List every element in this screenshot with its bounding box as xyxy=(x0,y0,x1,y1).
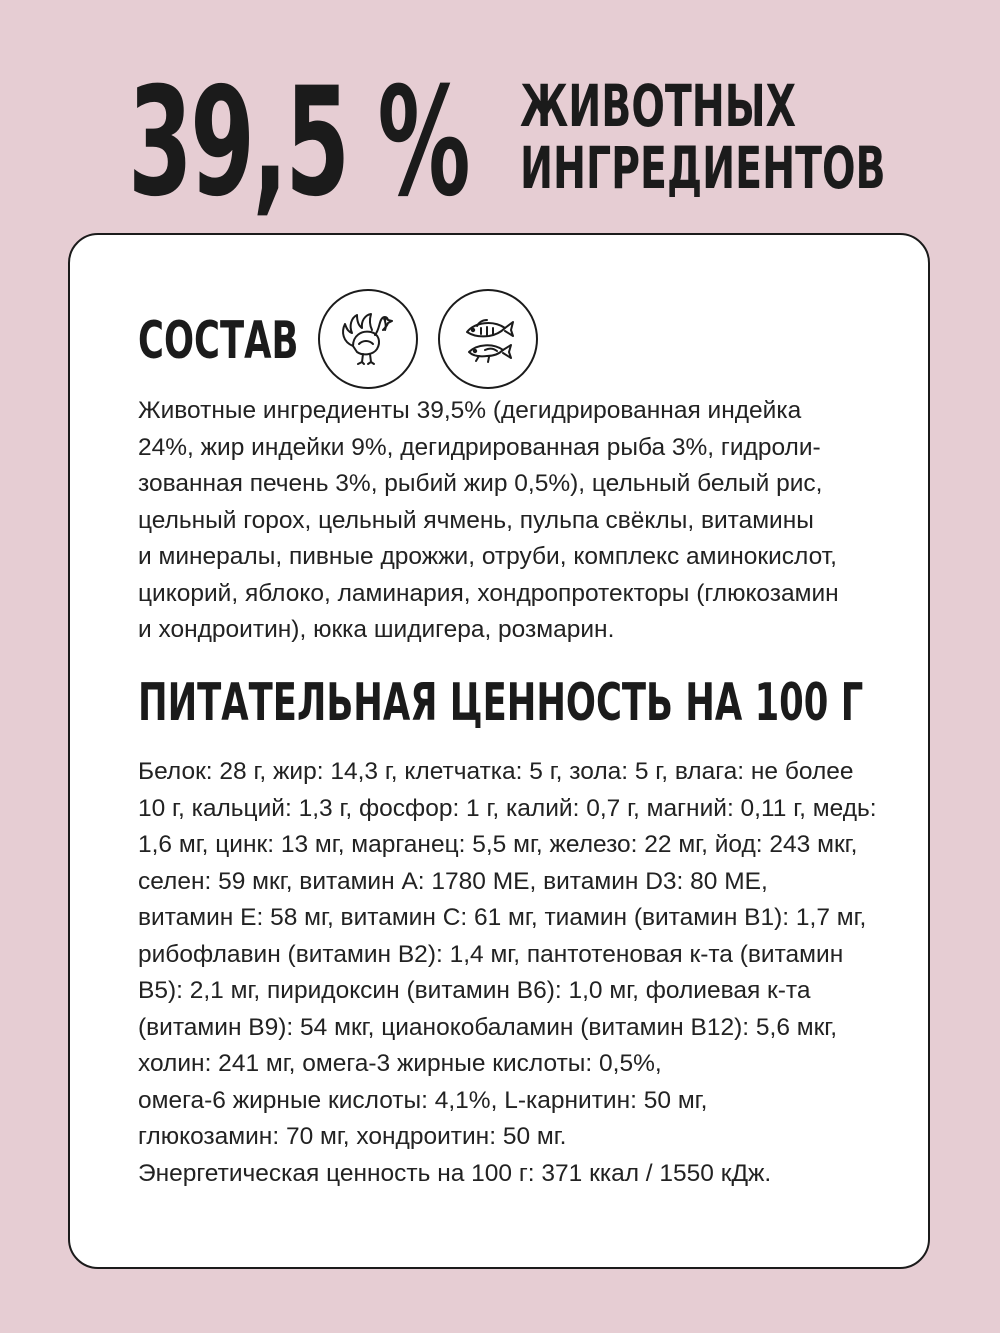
headline xyxy=(128,56,488,230)
nutrition-title: ПИТАТЕЛЬНАЯ ЦЕННОСТЬ НА 100 Г xyxy=(138,673,864,733)
composition-title: СОСТАВ xyxy=(138,311,299,371)
headline-label-line1: ЖИВОТНЫХ xyxy=(520,72,797,140)
headline-label xyxy=(520,72,886,202)
turkey-icon xyxy=(318,289,418,389)
composition-text: Животные ингредиенты 39,5% (дегидрированная индейка 24%, жир индейки 9%, дегидрированная рыба 3%, гидроли- зованная печень 3%, рыбий жир 0,5%), цельный белый рис, цельный горох, цельный ячмень, пульпа свёклы, витамины и минералы, пивные дрожжи, отруби, комплекс аминокислот, цикорий, яблоко, ламинария, хондропротекторы (глюкозамин и хондроитин), юкка шидигера, розмарин. xyxy=(138,397,839,643)
fish-icon xyxy=(438,289,538,389)
info-card xyxy=(68,233,930,1269)
animal-percent: 39,5 % xyxy=(128,56,469,230)
headline-label-line2: ИНГРЕДИЕНТОВ xyxy=(520,134,886,202)
nutrition-text: Белок: 28 г, жир: 14,3 г, клетчатка: 5 г, зола: 5 г, влага: не более 10 г, кальций: 1,3 г, фосфор: 1 г, калий: 0,7 г, магний: 0,11 г, медь: 1,6 мг, цинк: 13 мг, марганец: 5,5 мг, железо: 22 мг, йод: 243 мкг, селен: 59 мкг, витамин А: 1780 МЕ, витамин D3: 80 МЕ, витамин Е: 58 мг, витамин С: 61 мг, тиамин (витамин В1): 1,7 мг, рибофлавин (витамин В2): 1,4 мг, пантотеновая к-та (витамин В5): 2,1 мг, пиридоксин (витамин В6): 1,0 мг, фолиевая к-та (витамин В9): 54 мкг, цианокобаламин (витамин В12): 5,6 мкг, холин: 241 мг, омега-3 жирные кислоты: 0,5%, омега-6 жирные кислоты: 4,1%, L-карнитин: 50 мг, глюкозамин: 70 мг, хондроитин: 50 мг. Энергетическая ценность на 100 г: 371 ккал / 1550 кДж. xyxy=(138,758,877,1187)
